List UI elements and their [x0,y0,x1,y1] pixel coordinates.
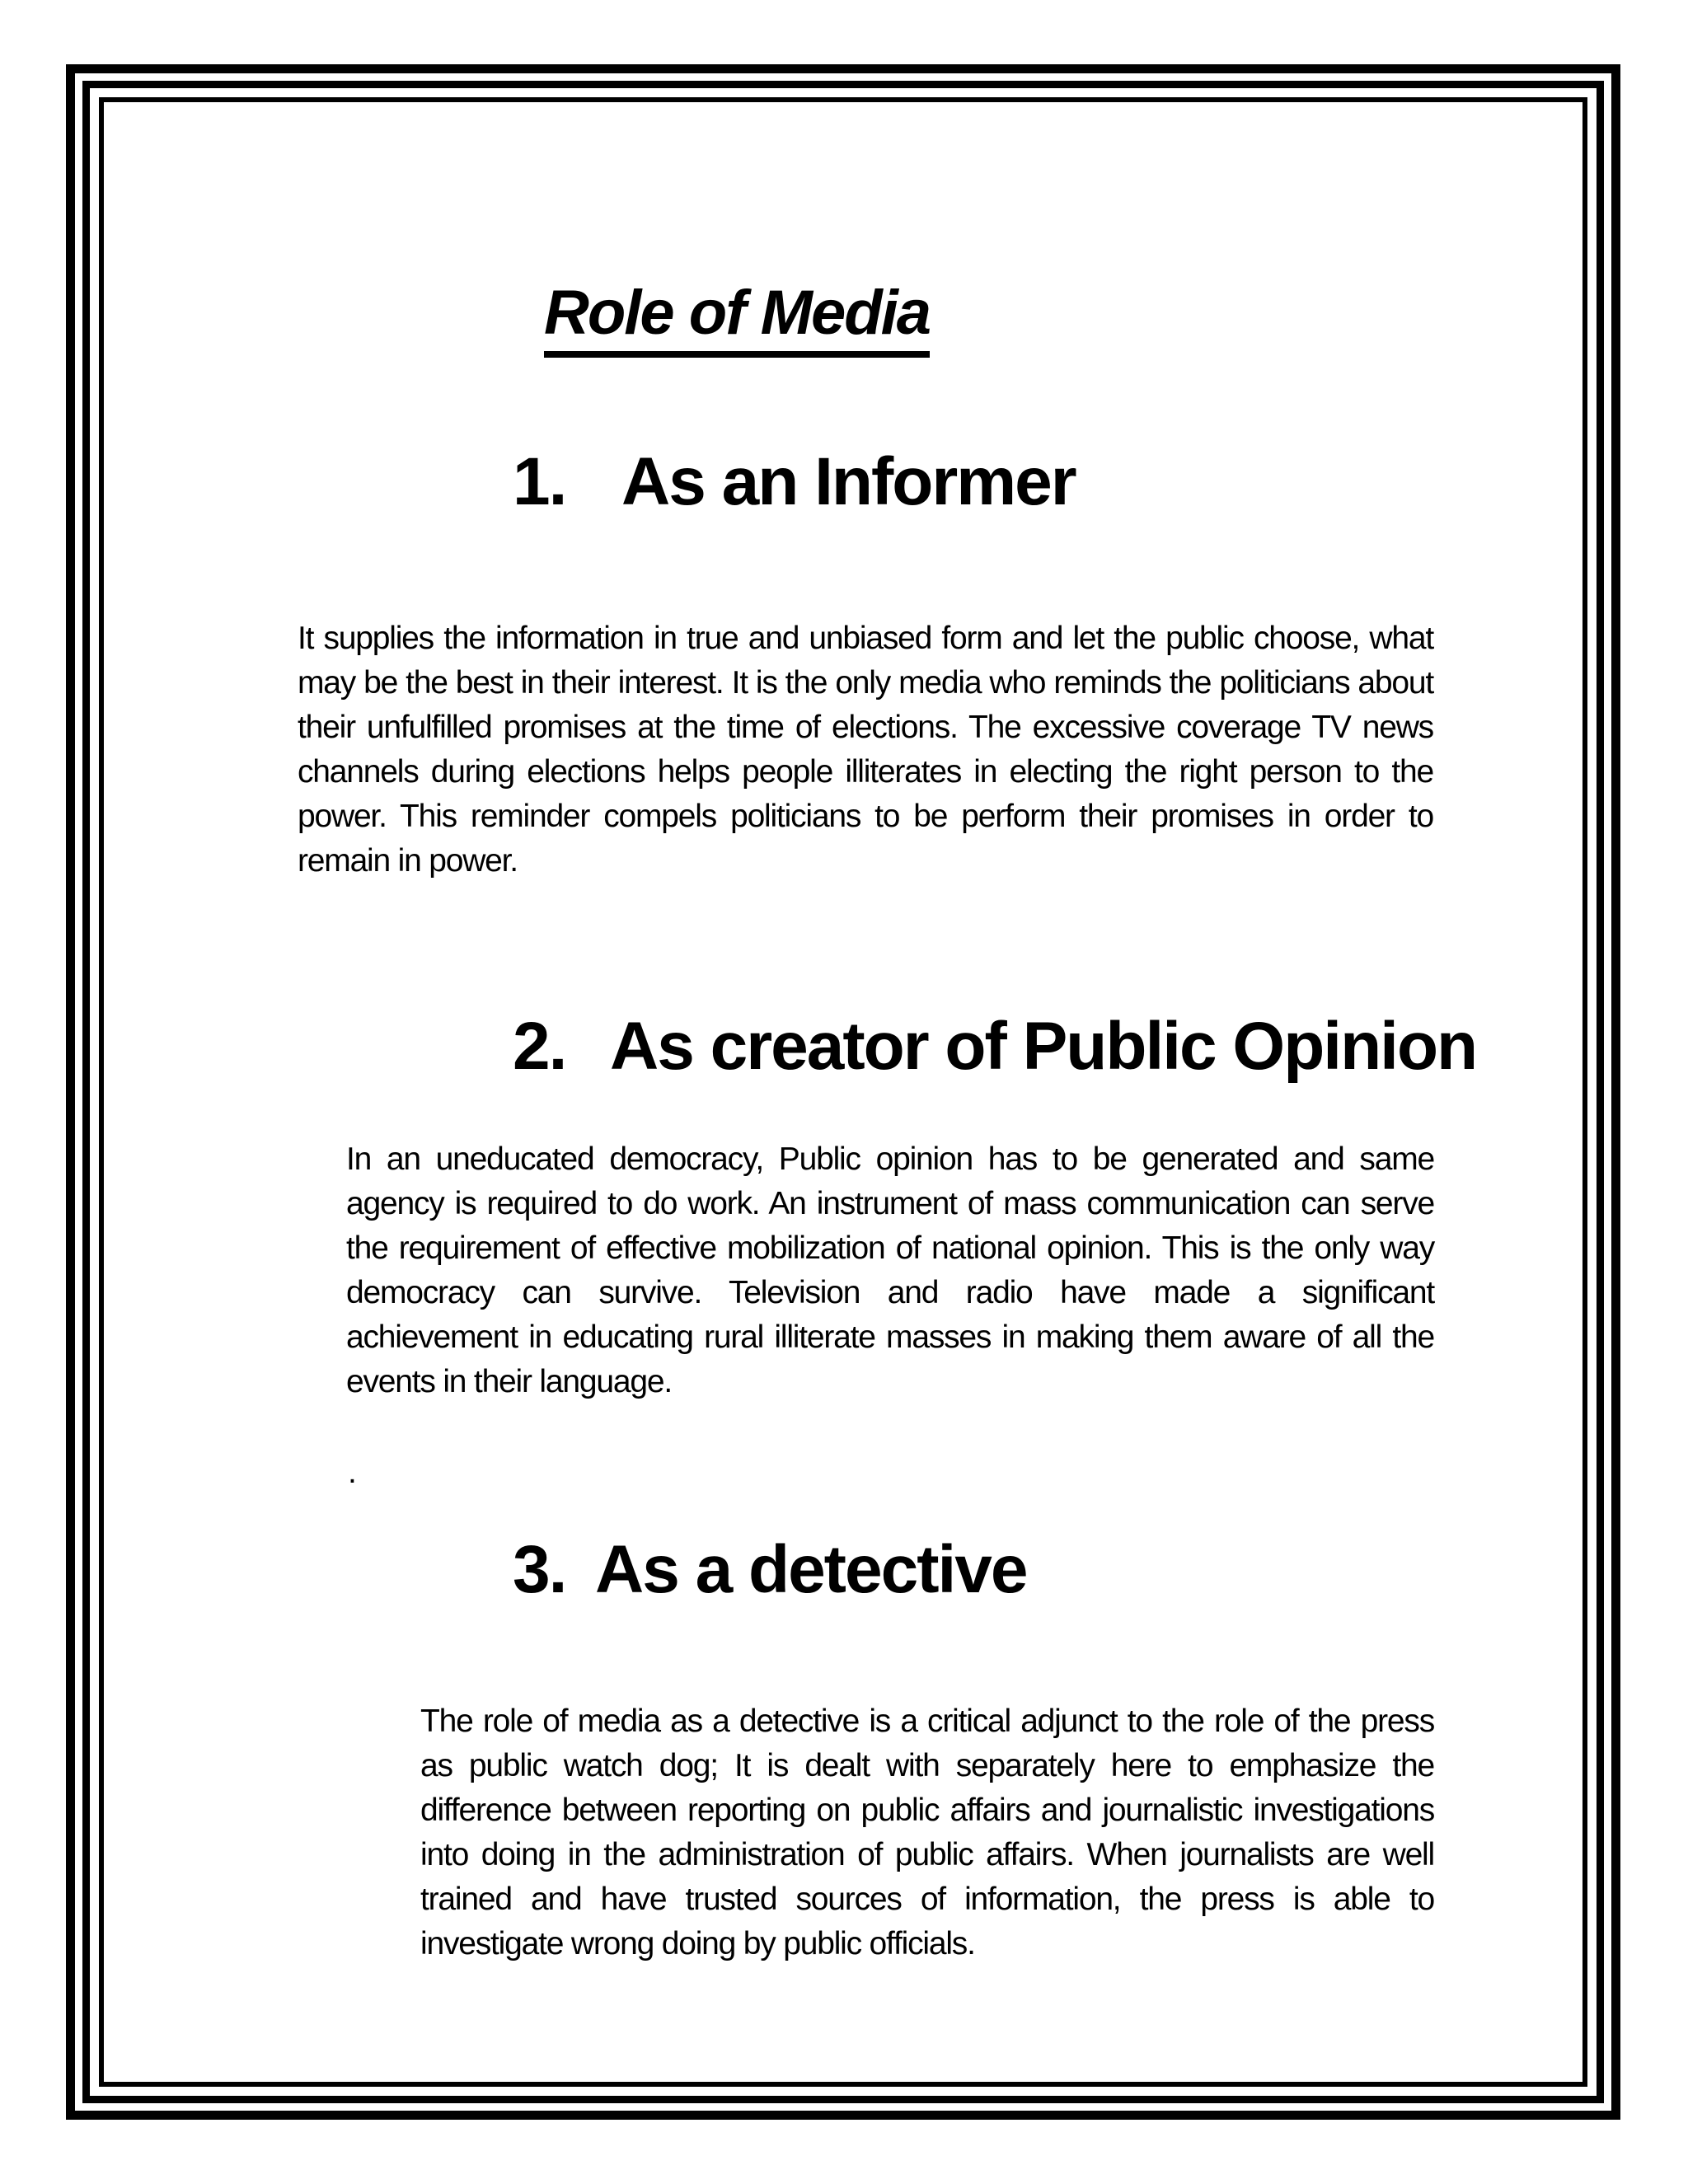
section-heading-detective [513,1533,1027,1607]
section-heading-informer [513,445,1076,519]
section-number: 1. [513,444,566,519]
section-title: As a detective [595,1532,1027,1607]
section-body-public-opinion: In an uneducated democracy, Public opinion has to be generated and same agency is required to do work. An instrument of mass communication can serve the requirement of effective mobilization of national opinion. This is the only way democracy can survive. Television and radio have made a significant achievement in educating rural illiterate masses in making them aware of all the events in their language. [346,1141,1434,1399]
section-number: 3. [513,1532,566,1607]
section-body-informer: It supplies the information in true and unbiased form and let the public choose, what may be the best in their interest. It is the only media who reminds the politicians about their unfulfilled promises at the time of elections. The excessive coverage TV news channels during elections helps people illiterates in electing the right person to the power. This reminder compels politicians to be perform their promises in order to remain in power. [298,621,1433,879]
section-body-detective: The role of media as a detective is a critical adjunct to the role of the press as public watch dog; It is dealt with separately here to emphasize the difference between reporting on public affairs and journalistic investigations into doing in the administration of public affairs. When journalists are well trained and have trusted sources of information, the press is able to investigate wrong doing by public officials. [420,1704,1434,1961]
section-heading-public-opinion [513,1010,1476,1084]
section-title: As creator of Public Opinion [610,1009,1477,1084]
page-title: Role of Media [544,279,930,358]
section-title: As an Informer [621,444,1076,519]
stray-period: . [348,1455,357,1490]
section-number: 2. [513,1009,566,1084]
